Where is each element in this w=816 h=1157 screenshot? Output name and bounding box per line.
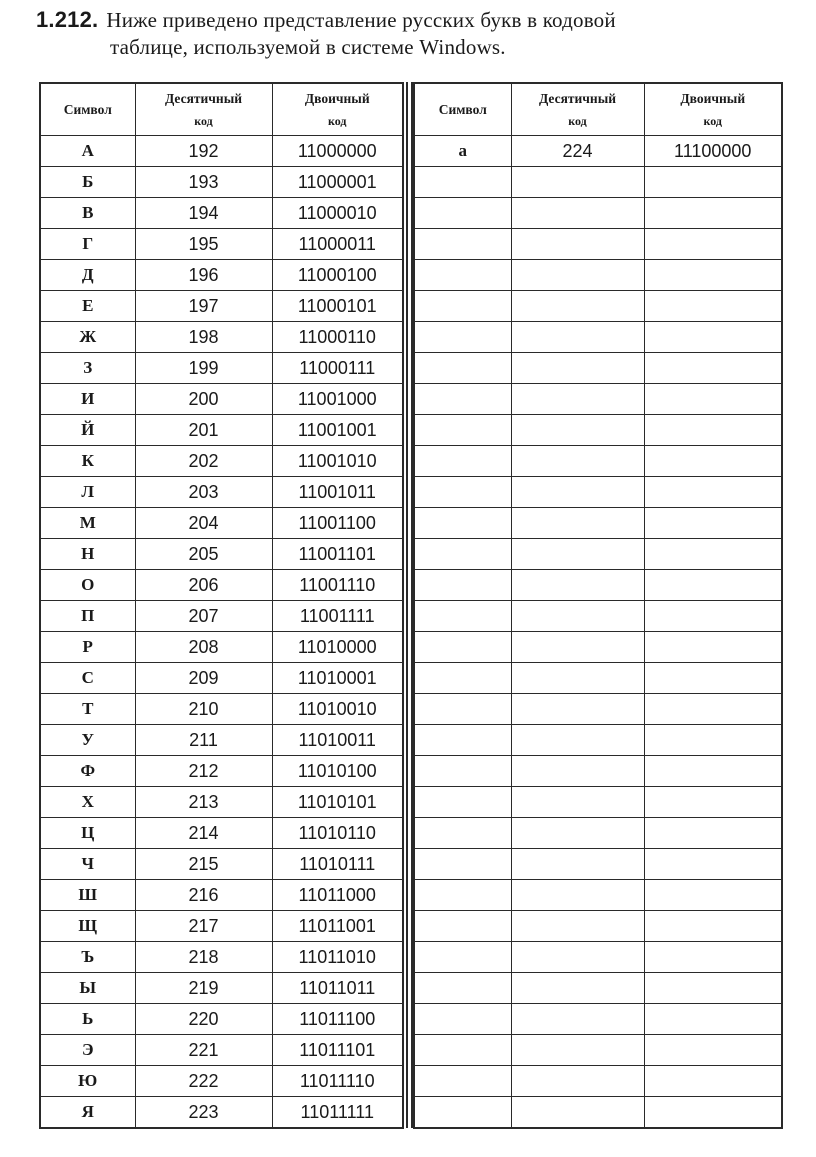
decimal-code-cell: 216 [135, 880, 272, 911]
symbol-cell [414, 198, 511, 229]
binary-code-cell [644, 911, 782, 942]
binary-code-cell: 11001000 [272, 384, 403, 415]
symbol-cell: Ь [40, 1004, 135, 1035]
table-row [40, 849, 403, 880]
table-row [414, 384, 782, 415]
table-row [40, 818, 403, 849]
binary-code-cell: 11010000 [272, 632, 403, 663]
binary-code-cell: 11011110 [272, 1066, 403, 1097]
symbol-cell: Ю [40, 1066, 135, 1097]
table-header-row [414, 83, 782, 136]
decimal-code-cell: 209 [135, 663, 272, 694]
binary-code-cell: 11010101 [272, 787, 403, 818]
symbol-cell: Х [40, 787, 135, 818]
table-row [414, 167, 782, 198]
decimal-code-cell: 197 [135, 291, 272, 322]
binary-code-cell: 11011010 [272, 942, 403, 973]
decimal-code-cell: 218 [135, 942, 272, 973]
decimal-code-cell: 204 [135, 508, 272, 539]
symbol-cell [414, 756, 511, 787]
table-row [414, 632, 782, 663]
table-row [40, 508, 403, 539]
table-row [40, 1004, 403, 1035]
symbol-cell [414, 260, 511, 291]
symbol-cell [414, 446, 511, 477]
decimal-code-cell: 194 [135, 198, 272, 229]
symbol-cell [414, 973, 511, 1004]
symbol-cell: Е [40, 291, 135, 322]
binary-code-cell: 11011111 [272, 1097, 403, 1129]
decimal-code-cell: 212 [135, 756, 272, 787]
binary-code-cell: 11010111 [272, 849, 403, 880]
decimal-code-cell: 195 [135, 229, 272, 260]
symbol-cell [414, 1097, 511, 1129]
header-decimal: Десятичный код [135, 83, 272, 136]
decimal-code-cell: 196 [135, 260, 272, 291]
header-binary: Двоичный код [644, 83, 782, 136]
symbol-cell: Т [40, 694, 135, 725]
decimal-code-cell [511, 167, 644, 198]
decimal-code-cell [511, 849, 644, 880]
symbol-cell: К [40, 446, 135, 477]
binary-code-cell: 11010001 [272, 663, 403, 694]
binary-code-cell [644, 446, 782, 477]
problem-number: 1.212. [36, 7, 99, 32]
table-row [40, 353, 403, 384]
table-row [40, 322, 403, 353]
symbol-cell: Ж [40, 322, 135, 353]
symbol-cell: Ч [40, 849, 135, 880]
table-row [414, 725, 782, 756]
table-row [40, 632, 403, 663]
binary-code-cell [644, 1097, 782, 1129]
decimal-code-cell [511, 942, 644, 973]
decimal-code-cell [511, 756, 644, 787]
decimal-code-cell [511, 663, 644, 694]
table-row [414, 694, 782, 725]
decimal-code-cell: 214 [135, 818, 272, 849]
decimal-code-cell [511, 694, 644, 725]
table-row [40, 942, 403, 973]
table-row [414, 539, 782, 570]
code-table-lowercase [413, 82, 783, 1129]
binary-code-cell: 11001010 [272, 446, 403, 477]
binary-code-cell: 11001001 [272, 415, 403, 446]
problem-text-line2: таблице, используемой в системе Windows. [110, 35, 506, 59]
symbol-cell [414, 353, 511, 384]
decimal-code-cell: 205 [135, 539, 272, 570]
binary-code-cell: 11011000 [272, 880, 403, 911]
binary-code-cell [644, 756, 782, 787]
table-row [40, 477, 403, 508]
table-row [414, 508, 782, 539]
table-row [414, 1066, 782, 1097]
binary-code-cell: 11001110 [272, 570, 403, 601]
symbol-cell [414, 663, 511, 694]
table-row [414, 849, 782, 880]
table-row [40, 880, 403, 911]
table-row [414, 942, 782, 973]
table-row [40, 1097, 403, 1129]
table-row [40, 1035, 403, 1066]
binary-code-cell [644, 880, 782, 911]
decimal-code-cell [511, 911, 644, 942]
binary-code-cell: 11000111 [272, 353, 403, 384]
decimal-code-cell [511, 1004, 644, 1035]
table-row [40, 787, 403, 818]
symbol-cell: М [40, 508, 135, 539]
decimal-code-cell: 221 [135, 1035, 272, 1066]
binary-code-cell: 11000110 [272, 322, 403, 353]
symbol-cell [414, 725, 511, 756]
binary-code-cell [644, 167, 782, 198]
table-row [40, 756, 403, 787]
decimal-code-cell: 192 [135, 136, 272, 167]
table-row [414, 229, 782, 260]
symbol-cell [414, 508, 511, 539]
decimal-code-cell: 213 [135, 787, 272, 818]
binary-code-cell [644, 508, 782, 539]
binary-code-cell [644, 229, 782, 260]
decimal-code-cell [511, 291, 644, 322]
symbol-cell [414, 818, 511, 849]
symbol-cell [414, 849, 511, 880]
table-row [40, 167, 403, 198]
problem-text-line1: Ниже приведено представление русских букв в кодовой [106, 8, 616, 32]
table-row [414, 973, 782, 1004]
symbol-cell [414, 601, 511, 632]
symbol-cell: И [40, 384, 135, 415]
table-row [40, 694, 403, 725]
binary-code-cell: 11011101 [272, 1035, 403, 1066]
symbol-cell: Й [40, 415, 135, 446]
decimal-code-cell: 207 [135, 601, 272, 632]
decimal-code-cell: 208 [135, 632, 272, 663]
symbol-cell: Г [40, 229, 135, 260]
binary-code-cell: 11010010 [272, 694, 403, 725]
table-row [40, 601, 403, 632]
binary-code-cell [644, 849, 782, 880]
decimal-code-cell: 219 [135, 973, 272, 1004]
decimal-code-cell [511, 539, 644, 570]
symbol-cell [414, 880, 511, 911]
decimal-code-cell: 198 [135, 322, 272, 353]
symbol-cell [414, 167, 511, 198]
table-divider [406, 82, 413, 1128]
table-row [414, 477, 782, 508]
decimal-code-cell: 210 [135, 694, 272, 725]
symbol-cell: Ш [40, 880, 135, 911]
decimal-code-cell [511, 384, 644, 415]
binary-code-cell [644, 477, 782, 508]
decimal-code-cell: 220 [135, 1004, 272, 1035]
binary-code-cell: 11010100 [272, 756, 403, 787]
decimal-code-cell [511, 322, 644, 353]
symbol-cell: О [40, 570, 135, 601]
table-row [414, 353, 782, 384]
symbol-cell [414, 477, 511, 508]
table-row [414, 756, 782, 787]
binary-code-cell [644, 1066, 782, 1097]
symbol-cell: З [40, 353, 135, 384]
symbol-cell [414, 911, 511, 942]
symbol-cell: В [40, 198, 135, 229]
header-decimal: Десятичный код [511, 83, 644, 136]
table-row [414, 198, 782, 229]
decimal-code-cell [511, 1066, 644, 1097]
decimal-code-cell [511, 787, 644, 818]
symbol-cell [414, 787, 511, 818]
binary-code-cell: 11011001 [272, 911, 403, 942]
code-table-uppercase [39, 82, 404, 1129]
decimal-code-cell [511, 601, 644, 632]
binary-code-cell: 11000010 [272, 198, 403, 229]
symbol-cell [414, 632, 511, 663]
binary-code-cell [644, 539, 782, 570]
symbol-cell: С [40, 663, 135, 694]
decimal-code-cell [511, 1035, 644, 1066]
symbol-cell: Н [40, 539, 135, 570]
binary-code-cell: 11001100 [272, 508, 403, 539]
symbol-cell [414, 942, 511, 973]
table-row [40, 725, 403, 756]
table-row [40, 911, 403, 942]
binary-code-cell [644, 353, 782, 384]
decimal-code-cell: 224 [511, 136, 644, 167]
decimal-code-cell [511, 508, 644, 539]
table-row [414, 1004, 782, 1035]
table-row [414, 1035, 782, 1066]
symbol-cell: Л [40, 477, 135, 508]
symbol-cell: а [414, 136, 511, 167]
decimal-code-cell: 203 [135, 477, 272, 508]
symbol-cell [414, 1004, 511, 1035]
binary-code-cell: 11001101 [272, 539, 403, 570]
decimal-code-cell [511, 818, 644, 849]
binary-code-cell [644, 570, 782, 601]
table-row [414, 260, 782, 291]
table-row [414, 911, 782, 942]
table-row [414, 136, 782, 167]
table-row [414, 446, 782, 477]
problem-statement [36, 6, 796, 61]
table-row [414, 291, 782, 322]
binary-code-cell [644, 663, 782, 694]
decimal-code-cell: 206 [135, 570, 272, 601]
binary-code-cell [644, 694, 782, 725]
binary-code-cell [644, 632, 782, 663]
binary-code-cell [644, 291, 782, 322]
decimal-code-cell [511, 415, 644, 446]
table-row [414, 322, 782, 353]
table-row [40, 1066, 403, 1097]
decimal-code-cell [511, 725, 644, 756]
table-row [40, 446, 403, 477]
table-row [40, 260, 403, 291]
header-symbol: Символ [40, 83, 135, 136]
binary-code-cell [644, 384, 782, 415]
binary-code-cell [644, 601, 782, 632]
decimal-code-cell: 193 [135, 167, 272, 198]
binary-code-cell [644, 942, 782, 973]
symbol-cell: Р [40, 632, 135, 663]
binary-code-cell: 11000100 [272, 260, 403, 291]
symbol-cell [414, 384, 511, 415]
table-row [40, 570, 403, 601]
binary-code-cell [644, 260, 782, 291]
binary-code-cell [644, 787, 782, 818]
binary-code-cell: 11001111 [272, 601, 403, 632]
symbol-cell: Ы [40, 973, 135, 1004]
symbol-cell [414, 1066, 511, 1097]
binary-code-cell: 11000101 [272, 291, 403, 322]
symbol-cell [414, 291, 511, 322]
binary-code-cell [644, 818, 782, 849]
symbol-cell [414, 415, 511, 446]
symbol-cell: Э [40, 1035, 135, 1066]
decimal-code-cell: 211 [135, 725, 272, 756]
table-row [40, 973, 403, 1004]
decimal-code-cell [511, 446, 644, 477]
symbol-cell: А [40, 136, 135, 167]
decimal-code-cell: 217 [135, 911, 272, 942]
decimal-code-cell [511, 1097, 644, 1129]
symbol-cell: Щ [40, 911, 135, 942]
decimal-code-cell: 202 [135, 446, 272, 477]
table-row [40, 415, 403, 446]
table-row [40, 539, 403, 570]
symbol-cell [414, 229, 511, 260]
header-binary: Двоичный код [272, 83, 403, 136]
binary-code-cell: 11000000 [272, 136, 403, 167]
symbol-cell [414, 694, 511, 725]
binary-code-cell [644, 1004, 782, 1035]
symbol-cell: Ц [40, 818, 135, 849]
binary-code-cell [644, 198, 782, 229]
decimal-code-cell: 215 [135, 849, 272, 880]
table-row [414, 415, 782, 446]
binary-code-cell: 11010011 [272, 725, 403, 756]
table-header-row [40, 83, 403, 136]
decimal-code-cell: 223 [135, 1097, 272, 1129]
decimal-code-cell [511, 477, 644, 508]
table-row [414, 601, 782, 632]
table-row [414, 570, 782, 601]
binary-code-cell [644, 1035, 782, 1066]
binary-code-cell [644, 725, 782, 756]
table-row [40, 229, 403, 260]
symbol-cell [414, 539, 511, 570]
symbol-cell [414, 322, 511, 353]
binary-code-cell: 11010110 [272, 818, 403, 849]
decimal-code-cell [511, 880, 644, 911]
symbol-cell: Ф [40, 756, 135, 787]
symbol-cell: Ъ [40, 942, 135, 973]
symbol-cell [414, 1035, 511, 1066]
binary-code-cell [644, 415, 782, 446]
decimal-code-cell: 199 [135, 353, 272, 384]
table-row [414, 787, 782, 818]
binary-code-cell: 11000001 [272, 167, 403, 198]
symbol-cell: Б [40, 167, 135, 198]
decimal-code-cell [511, 198, 644, 229]
binary-code-cell: 11011011 [272, 973, 403, 1004]
decimal-code-cell [511, 353, 644, 384]
binary-code-cell [644, 973, 782, 1004]
header-symbol: Символ [414, 83, 511, 136]
decimal-code-cell [511, 973, 644, 1004]
table-row [414, 1097, 782, 1129]
decimal-code-cell [511, 260, 644, 291]
decimal-code-cell [511, 632, 644, 663]
table-row [40, 291, 403, 322]
decimal-code-cell [511, 229, 644, 260]
symbol-cell [414, 570, 511, 601]
decimal-code-cell: 200 [135, 384, 272, 415]
symbol-cell: Я [40, 1097, 135, 1129]
table-row [414, 663, 782, 694]
binary-code-cell [644, 322, 782, 353]
table-row [40, 136, 403, 167]
decimal-code-cell: 201 [135, 415, 272, 446]
table-row [414, 880, 782, 911]
binary-code-cell: 11100000 [644, 136, 782, 167]
table-row [40, 663, 403, 694]
table-row [40, 384, 403, 415]
table-row [414, 818, 782, 849]
symbol-cell: У [40, 725, 135, 756]
binary-code-cell: 11001011 [272, 477, 403, 508]
binary-code-cell: 11011100 [272, 1004, 403, 1035]
decimal-code-cell [511, 570, 644, 601]
decimal-code-cell: 222 [135, 1066, 272, 1097]
symbol-cell: Д [40, 260, 135, 291]
table-row [40, 198, 403, 229]
symbol-cell: П [40, 601, 135, 632]
binary-code-cell: 11000011 [272, 229, 403, 260]
